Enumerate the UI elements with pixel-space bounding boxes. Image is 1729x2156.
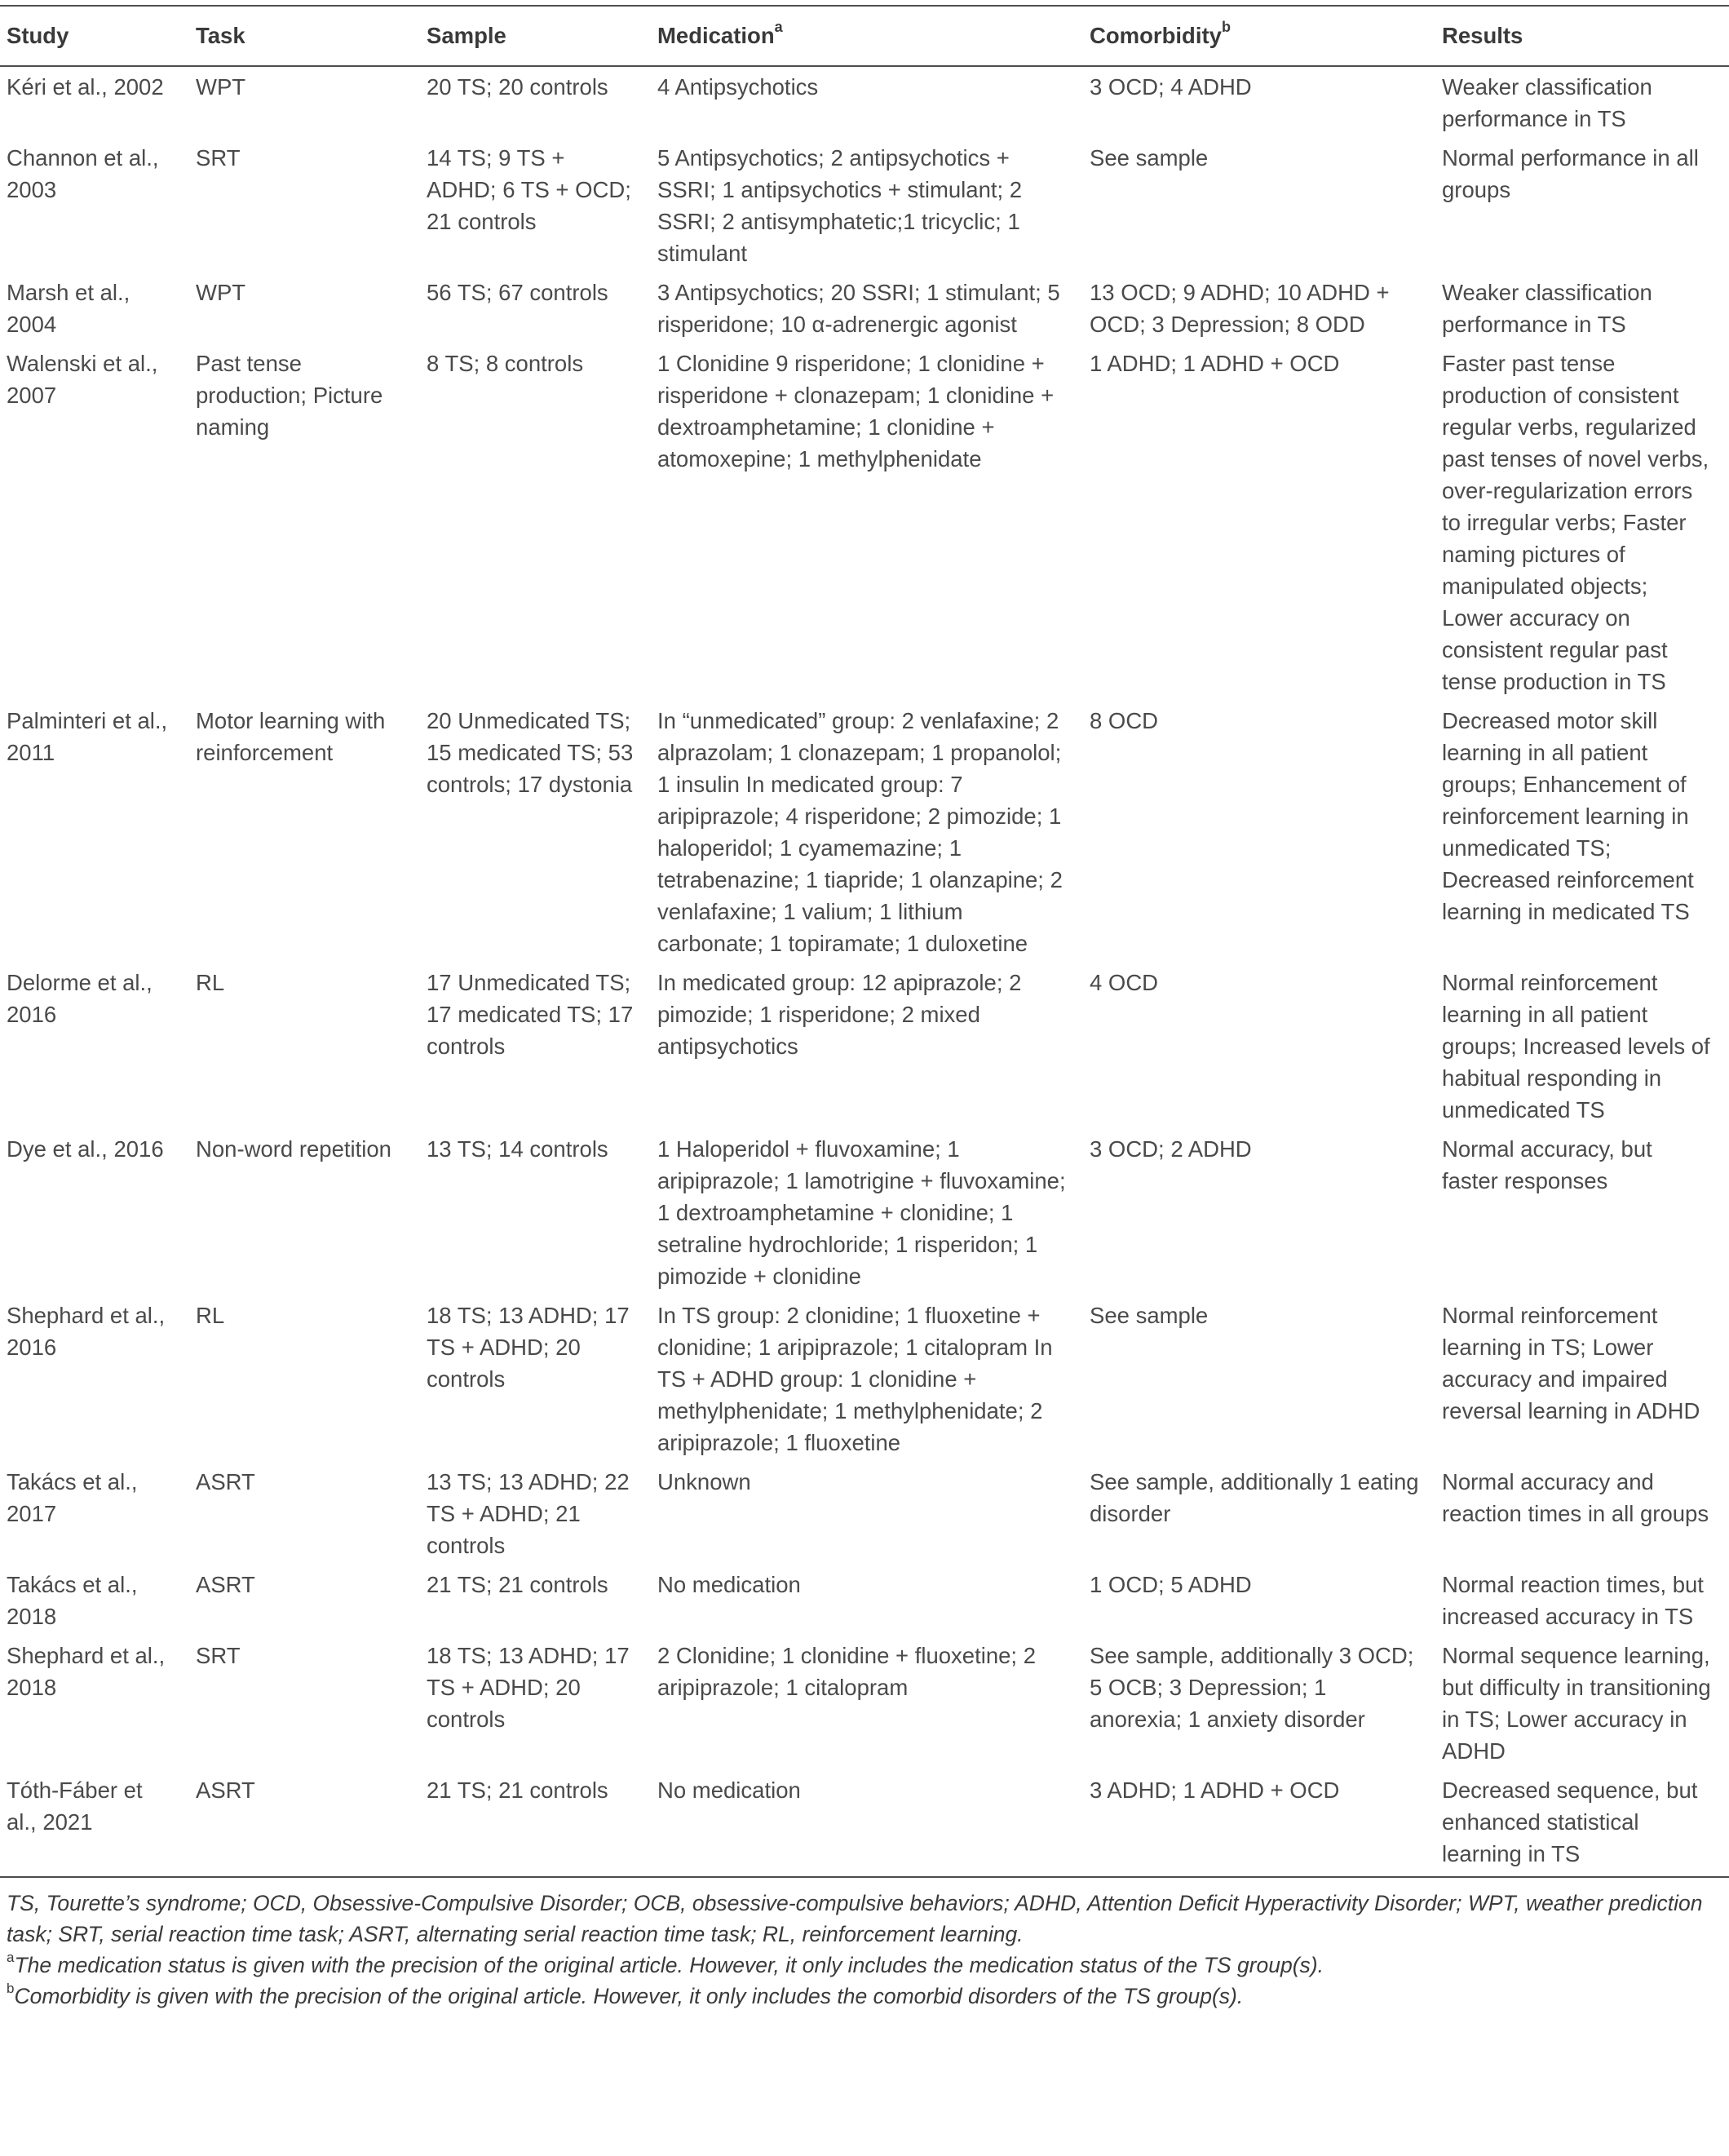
cell-results: Normal accuracy and reaction times in all groups [1442,1469,1709,1526]
table-row [0,272,1729,343]
cell-sample: 13 TS; 13 ADHD; 22 TS + ADHD; 21 controls [427,1469,630,1558]
cell-sample: 18 TS; 13 ADHD; 17 TS + ADHD; 20 controls [427,1643,630,1732]
header-comorbidity-note: b [1221,18,1231,35]
cell-medication: In TS group: 2 clonidine; 1 fluoxetine + clonidine; 1 aripiprazole; 1 citalopram In TS + ADHD group: 1 clonidine + methylphenidate; 1 methylphenidate; 2 aripiprazole; 1 fluoxetine [657,1303,1053,1455]
cell-study: Walenski et al., 2007 [7,351,158,408]
cell-results: Decreased sequence, but enhanced statistical learning in TS [1435,1770,1729,1877]
table-row [0,963,1729,1129]
cell-sample: 13 TS; 14 controls [427,1136,608,1162]
table-row [0,1770,1729,1877]
table-row [0,701,1729,963]
cell-task: SRT [196,1643,241,1668]
cell-study: Tóth-Fáber et al., 2021 [0,1770,189,1877]
cell-task: SRT [196,145,241,170]
header-task-label: Task [196,23,245,48]
cell-task: WPT [196,74,246,100]
cell-results: Normal accuracy, but faster responses [1442,1136,1652,1193]
cell-task: ASRT [189,1770,420,1877]
cell-study: Palminteri et al., 2011 [7,708,168,765]
header-comorbidity [1083,6,1435,66]
table-row [0,1295,1729,1462]
cell-task: WPT [196,280,246,305]
cell-study: Marsh et al., 2004 [7,280,130,337]
cell-comorbidity: See sample [1090,1303,1209,1328]
cell-task: ASRT [196,1469,255,1494]
cell-medication: In medicated group: 12 apiprazole; 2 pimozide; 1 risperidone; 2 mixed antipsychotics [657,970,1022,1059]
cell-medication: 4 Antipsychotics [657,74,819,100]
header-results-label: Results [1442,23,1523,48]
cell-comorbidity: 3 OCD; 4 ADHD [1090,74,1252,100]
header-sample [420,6,651,66]
cell-results: Normal performance in all groups [1442,145,1699,202]
cell-task: Non-word repetition [196,1136,391,1162]
cell-medication: No medication [651,1770,1083,1877]
table-row [0,138,1729,272]
table-row [0,1636,1729,1770]
header-study [0,6,189,66]
cell-results: Normal sequence learning, but difficulty in transitioning in TS; Lower accuracy in ADHD [1442,1643,1711,1764]
table-row [0,1565,1729,1636]
abbreviations-note: TS, Tourette’s syndrome; OCD, Obsessive-Compulsive Disorder; OCB, obsessive-compulsive behaviors; ADHD, Attention Deficit Hyperactivity Disorder; WPT, weather prediction task; SRT, serial reaction time task; ASRT, alternating serial reaction time task; RL, reinforcement learning. [7,1891,1703,1946]
cell-comorbidity: 13 OCD; 9 ADHD; 10 ADHD + OCD; 3 Depression; 8 ODD [1090,280,1390,337]
table-header-row [0,6,1729,66]
header-medication [651,6,1083,66]
footnote-a-marker: a [7,1950,15,1966]
table-row [0,1129,1729,1295]
table-row [0,66,1729,138]
cell-results: Faster past tense production of consistent regular verbs, regularized past tenses of novel verbs, over-regularization errors to irregular verbs; Faster naming pictures of manipulated objects; Lower accuracy on consistent regular past tense production in TS [1442,351,1709,694]
cell-task: RL [196,1303,225,1328]
footnote-b-marker: b [7,1981,15,1997]
table-footnotes [0,1878,1729,2012]
cell-sample: 20 TS; 20 controls [427,74,608,100]
cell-medication: In “unmedicated” group: 2 venlafaxine; 2 alprazolam; 1 clonazepam; 1 propanolol; 1 insulin In medicated group: 7 aripiprazole; 4 risperidone; 2 pimozide; 1 haloperidol; 1 cyamemazine; 1 tetrabenazine; 1 tiapride; 1 olanzapine; 2 venlafaxine; 1 valium; 1 lithium carbonate; 1 topiramate; 1 duloxetine [657,708,1063,956]
cell-study: Shephard et al., 2018 [7,1643,166,1700]
cell-sample: 21 TS; 21 controls [420,1770,651,1877]
header-task [189,6,420,66]
cell-results: Normal reinforcement learning in all patient groups; Increased levels of habitual responding in unmedicated TS [1442,970,1710,1122]
cell-medication: 1 Haloperidol + fluvoxamine; 1 aripiprazole; 1 lamotrigine + fluvoxamine; 1 dextroamphetamine + clonidine; 1 setraline hydrochloride; 1 risperidon; 1 pimozide + clonidine [657,1136,1066,1289]
header-results [1435,6,1729,66]
footnote-b-text: Comorbidity is given with the precision of the original article. However, it only includes the comorbid disorders of the TS group(s). [14,1984,1244,2008]
cell-study: Takács et al., 2018 [7,1572,138,1629]
cell-comorbidity: 1 OCD; 5 ADHD [1090,1572,1252,1597]
cell-results: Normal reaction times, but increased accuracy in TS [1442,1572,1704,1629]
header-comorbidity-label: Comorbidity [1090,23,1222,48]
cell-sample: 20 Unmedicated TS; 15 medicated TS; 53 controls; 17 dystonia [427,708,634,797]
cell-sample: 21 TS; 21 controls [427,1572,608,1597]
cell-study: Dye et al., 2016 [7,1136,164,1162]
cell-results: Weaker classification performance in TS [1442,280,1652,337]
cell-medication: No medication [657,1572,801,1597]
table-row [0,1462,1729,1565]
cell-study: Shephard et al., 2016 [7,1303,166,1360]
header-medication-label: Medication [657,23,775,48]
footnote-a-text: The medication status is given with the precision of the original article. However, it only includes the medication status of the TS group(s). [14,1953,1324,1977]
cell-comorbidity: See sample, additionally 1 eating disorder [1090,1469,1419,1526]
cell-study: Kéri et al., 2002 [7,74,164,100]
header-sample-label: Sample [427,23,506,48]
cell-study: Channon et al., 2003 [7,145,159,202]
table-row [0,343,1729,701]
studies-table [0,5,1729,1878]
cell-comorbidity: 3 OCD; 2 ADHD [1090,1136,1252,1162]
header-study-label: Study [7,23,69,48]
cell-sample: 18 TS; 13 ADHD; 17 TS + ADHD; 20 controls [427,1303,630,1392]
cell-results: Decreased motor skill learning in all patient groups; Enhancement of reinforcement learning in unmedicated TS; Decreased reinforcement learning in medicated TS [1442,708,1694,924]
cell-medication: 2 Clonidine; 1 clonidine + fluoxetine; 2 aripiprazole; 1 citalopram [657,1643,1036,1700]
cell-comorbidity: 8 OCD [1090,708,1159,733]
cell-comorbidity: 3 ADHD; 1 ADHD + OCD [1083,1770,1435,1877]
cell-medication: 5 Antipsychotics; 2 antipsychotics + SSRI; 1 antipsychotics + stimulant; 2 SSRI; 2 antisymphatetic;1 tricyclic; 1 stimulant [657,145,1023,266]
cell-study: Takács et al., 2017 [7,1469,138,1526]
cell-task: Motor learning with reinforcement [196,708,386,765]
cell-medication: Unknown [657,1469,751,1494]
cell-comorbidity: See sample [1090,145,1209,170]
cell-results: Weaker classification performance in TS [1442,74,1652,131]
cell-comorbidity: See sample, additionally 3 OCD; 5 OCB; 3 Depression; 1 anorexia; 1 anxiety disorder [1090,1643,1414,1732]
cell-sample: 8 TS; 8 controls [427,351,584,376]
cell-study: Delorme et al., 2016 [7,970,153,1027]
footnote-b [7,1981,1722,2012]
header-medication-note: a [774,18,783,35]
cell-task: Past tense production; Picture naming [196,351,383,440]
cell-sample: 14 TS; 9 TS + ADHD; 6 TS + OCD; 21 controls [427,145,631,234]
cell-results: Normal reinforcement learning in TS; Lower accuracy and impaired reversal learning in ADHD [1442,1303,1700,1423]
cell-sample: 56 TS; 67 controls [427,280,608,305]
cell-medication: 3 Antipsychotics; 20 SSRI; 1 stimulant; 5 risperidone; 10 α-adrenergic agonist [657,280,1060,337]
cell-sample: 17 Unmedicated TS; 17 medicated TS; 17 controls [427,970,634,1059]
cell-medication: 1 Clonidine 9 risperidone; 1 clonidine + risperidone + clonazepam; 1 clonidine + dextroamphetamine; 1 clonidine + atomoxepine; 1 methylphenidate [657,351,1055,471]
cell-task: RL [196,970,225,995]
footnote-a [7,1950,1722,1981]
cell-comorbidity: 4 OCD [1090,970,1159,995]
cell-comorbidity: 1 ADHD; 1 ADHD + OCD [1090,351,1340,376]
cell-task: ASRT [196,1572,255,1597]
